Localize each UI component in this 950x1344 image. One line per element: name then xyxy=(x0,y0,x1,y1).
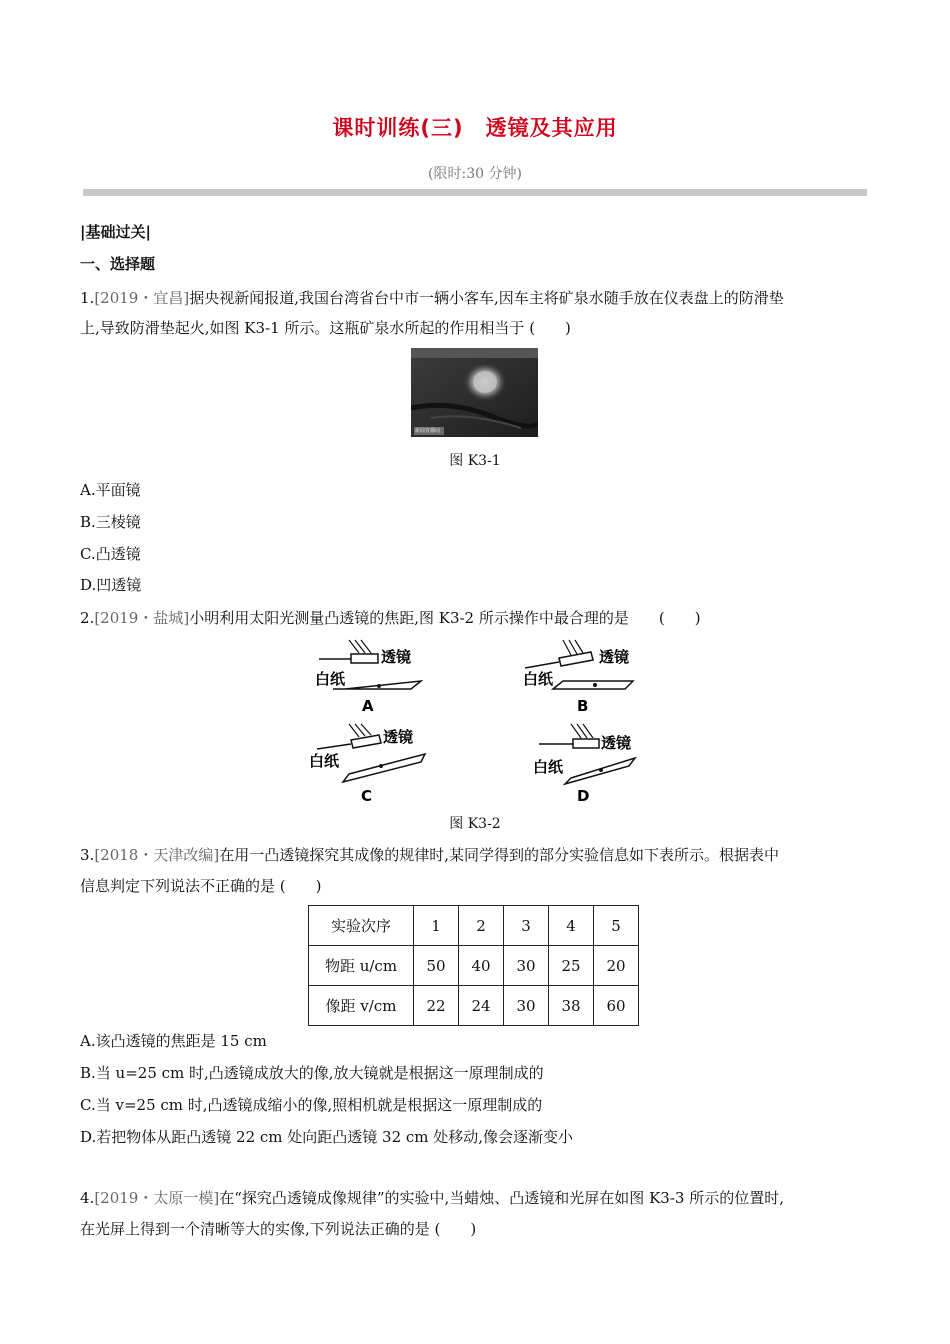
q1-option-b: B.三棱镜 xyxy=(80,513,141,531)
question-text: 据央视新闻报道,我国台湾省台中市一辆小客车,因车主将矿泉水随手放在仪表盘上的防滑垫 xyxy=(189,289,784,307)
table-cell: 38 xyxy=(549,986,594,1026)
news-photo xyxy=(411,348,538,437)
q1-option-a: A.平面镜 xyxy=(80,481,141,499)
diagram-letter: B xyxy=(577,697,589,715)
white-paper xyxy=(333,681,421,689)
lens-label: 透镜 xyxy=(599,648,630,666)
q3-option-a: A.该凸透镜的焦距是 15 cm xyxy=(80,1032,267,1050)
table-cell: 50 xyxy=(414,946,459,986)
diagram-letter: C xyxy=(361,787,373,804)
q3-option-b: B.当 u=25 cm 时,凸透镜成放大的像,放大镜就是根据这一原理制成的 xyxy=(80,1064,544,1082)
q3-option-c: C.当 v=25 cm 时,凸透镜成缩小的像,照相机就是根据这一原理制成的 xyxy=(80,1096,543,1114)
experiment-table xyxy=(308,905,639,1026)
section-label: |基础过关| xyxy=(80,223,151,241)
table-cell: 30 xyxy=(504,986,549,1026)
question-text: 小明利用太阳光测量凸透镜的焦距,图 K3-2 所示操作中最合理的是 ( ) xyxy=(189,609,701,627)
table-cell: 60 xyxy=(594,986,639,1026)
sun-rays xyxy=(563,640,583,655)
question-number: 4. xyxy=(80,1189,95,1207)
page-title: 课时训练(三) 透镜及其应用 xyxy=(332,116,618,140)
question-number: 2. xyxy=(80,609,95,627)
table-cell: 5 xyxy=(594,906,639,946)
table-cell: 像距 v/cm xyxy=(309,986,414,1026)
table-cell: 25 xyxy=(549,946,594,986)
table-row xyxy=(309,986,639,1026)
question-text: 在“探究凸透镜成像规律”的实验中,当蜡烛、凸透镜和光屏在如图 K3-3 所示的位置时, xyxy=(219,1189,784,1207)
question-4-line-1 xyxy=(80,1188,784,1208)
question-1-line-2: 上,导致防滑垫起火,如图 K3-1 所示。这瓶矿泉水所起的作用相当于 ( ) xyxy=(80,319,571,337)
question-source: [2019・宜昌] xyxy=(94,289,190,307)
diagram-letter: D xyxy=(577,787,590,804)
paper-label: 白纸 xyxy=(533,758,564,776)
paper-label: 白纸 xyxy=(523,670,554,688)
holder-rod xyxy=(525,662,559,668)
lens-label: 透镜 xyxy=(601,734,632,752)
lens-rect xyxy=(351,735,381,748)
table-cell: 22 xyxy=(414,986,459,1026)
table-header-row xyxy=(309,906,639,946)
table-cell: 物距 u/cm xyxy=(309,946,414,986)
table-cell: 24 xyxy=(459,986,504,1026)
table-row xyxy=(309,946,639,986)
table-cell: 2 xyxy=(459,906,504,946)
diagram-a xyxy=(305,638,435,716)
time-limit: (限时:30 分钟) xyxy=(428,166,522,182)
focus-dot xyxy=(593,683,597,687)
question-1-line-1 xyxy=(80,288,784,308)
question-number: 3. xyxy=(80,846,95,864)
diagram-c xyxy=(305,720,435,804)
header-divider xyxy=(83,189,867,196)
question-number: 1. xyxy=(80,289,95,307)
table-cell: 4 xyxy=(549,906,594,946)
table-cell: 实验次序 xyxy=(309,906,414,946)
photo-caption-text: 新闻直播间 xyxy=(415,428,441,434)
focus-dot xyxy=(379,764,383,768)
lens-rect xyxy=(573,739,599,748)
question-source: [2019・盐城] xyxy=(94,609,190,627)
table-cell: 40 xyxy=(459,946,504,986)
question-2-line-1 xyxy=(80,608,701,628)
lens-label: 透镜 xyxy=(381,648,412,666)
figure-caption-k3-1: 图 K3-1 xyxy=(449,453,501,469)
white-paper xyxy=(343,754,425,782)
diagram-letter: A xyxy=(362,697,374,715)
paper-label: 白纸 xyxy=(309,752,340,770)
question-3-line-1 xyxy=(80,845,779,865)
lens-rect xyxy=(351,654,378,663)
lens-label: 透镜 xyxy=(383,728,414,746)
table-cell: 1 xyxy=(414,906,459,946)
q1-option-c: C.凸透镜 xyxy=(80,545,141,563)
paper-label: 白纸 xyxy=(315,670,346,688)
q3-option-d: D.若把物体从距凸透镜 22 cm 处向距凸透镜 32 cm 处移动,像会逐渐变小 xyxy=(80,1128,574,1146)
diagram-b xyxy=(515,638,645,716)
sun-rays xyxy=(349,724,371,737)
question-4-line-2: 在光屏上得到一个清晰等大的实像,下列说法正确的是 ( ) xyxy=(80,1220,477,1238)
part-heading: 一、选择题 xyxy=(80,255,156,273)
table-cell: 20 xyxy=(594,946,639,986)
table-cell: 3 xyxy=(504,906,549,946)
sun-rays xyxy=(349,640,371,653)
sun-rays xyxy=(571,724,593,738)
question-source: [2019・太原一模] xyxy=(94,1189,220,1207)
lens-rect xyxy=(559,652,593,666)
question-source: [2018・天津改编] xyxy=(94,846,220,864)
focus-dot xyxy=(599,768,603,772)
figure-caption-k3-2: 图 K3-2 xyxy=(449,816,501,832)
table-cell: 30 xyxy=(504,946,549,986)
focus-dot xyxy=(377,684,381,688)
question-text: 在用一凸透镜探究其成像的规律时,某同学得到的部分实验信息如下表所示。根据表中 xyxy=(219,846,779,864)
q1-option-d: D.凹透镜 xyxy=(80,576,142,594)
holder-rod xyxy=(317,744,351,749)
question-3-line-2: 信息判定下列说法不正确的是 ( ) xyxy=(80,877,322,895)
diagram-d xyxy=(515,720,645,804)
